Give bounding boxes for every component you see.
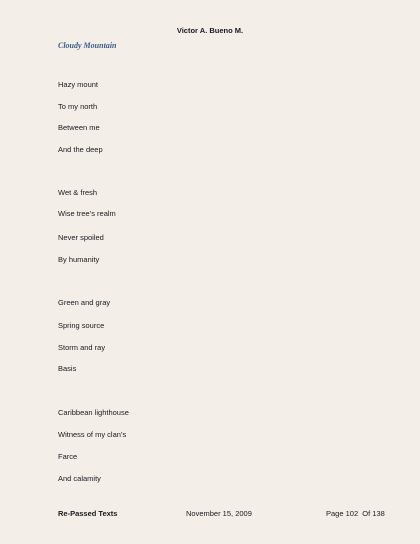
poem-line: Wet & fresh [58,188,98,197]
poem-line: Hazy mount [58,80,99,89]
poem-line: To my north [58,102,98,111]
poem-line: Between me [58,123,100,132]
poem-line: Spring source [58,321,105,330]
poem-line: And the deep [58,145,103,154]
poem-line: Caribbean lighthouse [58,408,129,417]
footer-book-title: Re-Passed Texts [58,509,118,518]
poem-line: Witness of my clan’s [58,430,127,439]
poem-line: Basis [58,364,77,373]
poem-line: Farce [58,452,78,461]
poem-line: By humanity [58,255,100,264]
footer-page-number: Page 102 Of 138 [326,509,385,518]
poem-line: Never spoiled [58,233,104,242]
footer-date: November 15, 2009 [186,509,252,518]
poem-line: And calamity [58,474,101,483]
poem-line: Green and gray [58,298,111,307]
header-author: Victor A. Bueno M. [176,26,244,35]
poem-title: Cloudy Mountain [58,41,117,50]
poem-line: Wise tree’s realm [58,209,116,218]
poem-line: Storm and ray [58,343,106,352]
